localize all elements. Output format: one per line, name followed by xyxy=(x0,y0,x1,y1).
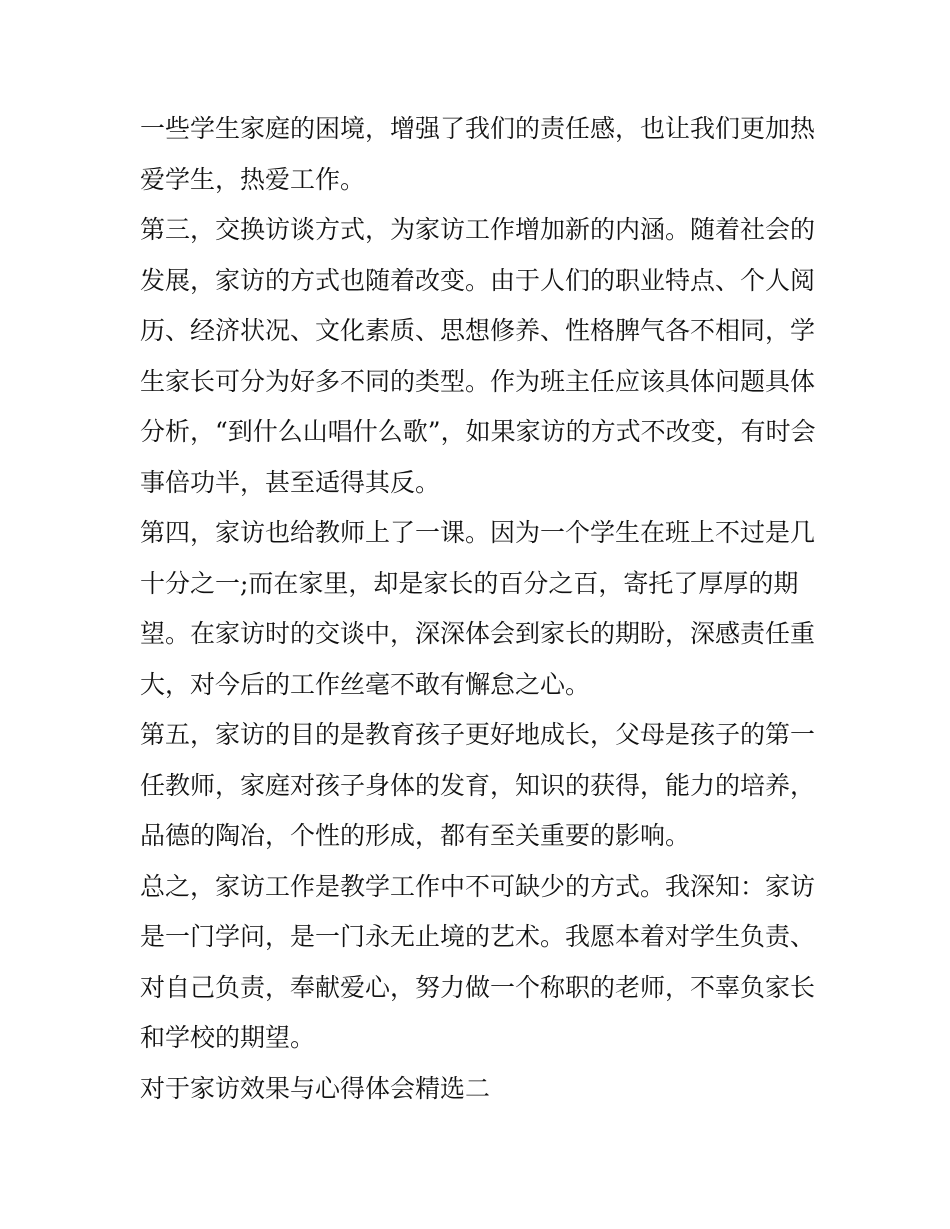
text-line: 事倍功半，甚至适得其反。 xyxy=(140,467,441,497)
text-line: 对自己负责，奉献爱心，努力做一个称职的老师，不辜负家长 xyxy=(140,972,816,1002)
text-line: 望。在家访时的交谈中，深深体会到家长的期盼，深感责任重 xyxy=(140,619,816,648)
text-line: 和学校的期望。 xyxy=(140,1023,316,1052)
text-line: 发展，家访的方式也随着改变。由于人们的职业特点、个人阅 xyxy=(140,265,816,295)
text-line: 历、经济状况、文化素质、思想修养、性格脾气各不相同，学 xyxy=(140,316,816,345)
text-line: 一些学生家庭的困境，增强了我们的责任感，也让我们更加热 xyxy=(140,114,816,143)
text-line: 爱学生，热爱工作。 xyxy=(140,164,366,194)
text-line: 十分之一;而在家里，却是家长的百分之百，寄托了厚厚的期 xyxy=(140,568,799,598)
text-line: 第四，家访也给教师上了一课。因为一个学生在班上不过是几 xyxy=(140,518,816,547)
text-line: 品德的陶冶，个性的形成，都有至关重要的影响。 xyxy=(140,821,691,850)
text-line: 生家长可分为好多不同的类型。作为班主任应该具体问题具体 xyxy=(140,366,816,396)
text-line: 大，对今后的工作丝毫不敢有懈怠之心。 xyxy=(140,669,591,699)
section-heading: 对于家访效果与心得体会精选二 xyxy=(140,1073,491,1103)
text-line: 是一门学问，是一门永无止境的艺术。我愿本着对学生负责、 xyxy=(140,922,816,951)
text-line: 任教师，家庭对孩子身体的发育，知识的获得，能力的培养， xyxy=(140,770,816,800)
text-line: 第三，交换访谈方式，为家访工作增加新的内涵。随着社会的 xyxy=(140,215,816,244)
document-body xyxy=(140,104,815,1114)
text-line: 第五，家访的目的是教育孩子更好地成长，父母是孩子的第一 xyxy=(140,720,816,749)
text-line: 分析，“到什么山唱什么歌”，如果家访的方式不改变，有时会 xyxy=(140,417,816,446)
text-line: 总之，家访工作是教学工作中不可缺少的方式。我深知：家访 xyxy=(140,871,816,901)
